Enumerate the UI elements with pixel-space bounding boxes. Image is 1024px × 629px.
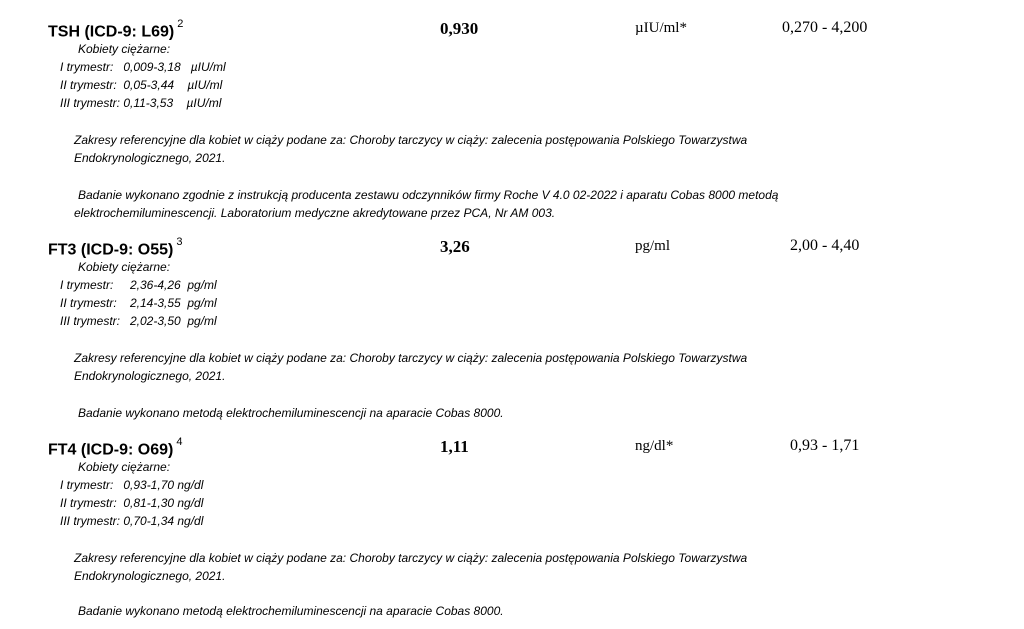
reference-note-ft4-line2: Endokrynologicznego, 2021. bbox=[74, 569, 226, 583]
trimester-3-ft4: III trymestr: 0,70-1,34 ng/dl bbox=[60, 514, 204, 528]
test-name-ft3 bbox=[48, 236, 182, 259]
pregnancy-header-ft4: Kobiety ciężarne: bbox=[78, 460, 171, 474]
reference-range-ft3: 2,00 - 4,40 bbox=[790, 237, 860, 254]
test-name-tsh bbox=[48, 18, 183, 41]
pregnancy-header-ft3: Kobiety ciężarne: bbox=[78, 260, 171, 274]
result-value-tsh: 0,930 bbox=[440, 19, 479, 38]
trimester-2-tsh: II trymestr: 0,05-3,44 µIU/ml bbox=[60, 78, 223, 92]
trimester-3-ft3: III trymestr: 2,02-3,50 pg/ml bbox=[60, 314, 217, 328]
result-value-ft4: 1,11 bbox=[440, 437, 469, 456]
trimester-1-ft4: I trymestr: 0,93-1,70 ng/dl bbox=[60, 478, 204, 492]
method-note-ft4: Badanie wykonano metodą elektrochemiluminescencji na aparacie Cobas 8000. bbox=[78, 604, 504, 618]
reference-note-ft3-line1: Zakresy referencyjne dla kobiet w ciąży podane za: Choroby tarczycy w ciąży: zalecenia postępowania Polskiego Towarzystwa bbox=[74, 351, 748, 365]
reference-note-tsh-line2: Endokrynologicznego, 2021. bbox=[74, 151, 226, 165]
trimester-3-tsh: III trymestr: 0,11-3,53 µIU/ml bbox=[60, 96, 222, 110]
trimester-1-tsh: I trymestr: 0,009-3,18 µIU/ml bbox=[60, 60, 226, 74]
reference-note-ft4-line1: Zakresy referencyjne dla kobiet w ciąży podane za: Choroby tarczycy w ciąży: zalecenia postępowania Polskiego Towarzystwa bbox=[74, 551, 748, 565]
test-name-ft4 bbox=[48, 436, 182, 459]
result-value-ft3: 3,26 bbox=[440, 237, 470, 256]
method-note-tsh-line2: elektrochemiluminescencji. Laboratorium medyczne akredytowane przez PCA, Nr AM 003. bbox=[74, 206, 556, 220]
trimester-2-ft3: II trymestr: 2,14-3,55 pg/ml bbox=[60, 296, 217, 310]
trimester-2-ft4: II trymestr: 0,81-1,30 ng/dl bbox=[60, 496, 204, 510]
test-name-label: FT4 (ICD-9: O69) bbox=[48, 441, 174, 459]
unit-ft3: pg/ml bbox=[635, 238, 671, 254]
footnote-marker: 2 bbox=[177, 18, 184, 30]
method-note-tsh-line1: Badanie wykonano zgodnie z instrukcją producenta zestawu odczynników firmy Roche V 4.0 02-2022 i aparatu Cobas 8000 metodą bbox=[78, 188, 779, 202]
test-name-label: TSH (ICD-9: L69) bbox=[48, 23, 175, 41]
pregnancy-header-tsh: Kobiety ciężarne: bbox=[78, 42, 171, 56]
unit-tsh: µIU/ml* bbox=[635, 20, 687, 36]
test-name-label: FT3 (ICD-9: O55) bbox=[48, 241, 174, 259]
reference-range-tsh: 0,270 - 4,200 bbox=[782, 19, 868, 36]
footnote-marker: 3 bbox=[176, 236, 183, 248]
trimester-1-ft3: I trymestr: 2,36-4,26 pg/ml bbox=[60, 278, 217, 292]
method-note-ft3: Badanie wykonano metodą elektrochemiluminescencji na aparacie Cobas 8000. bbox=[78, 406, 504, 420]
unit-ft4: ng/dl* bbox=[635, 438, 674, 454]
reference-note-tsh-line1: Zakresy referencyjne dla kobiet w ciąży podane za: Choroby tarczycy w ciąży: zalecenia postępowania Polskiego Towarzystwa bbox=[74, 133, 748, 147]
footnote-marker: 4 bbox=[176, 436, 183, 448]
reference-note-ft3-line2: Endokrynologicznego, 2021. bbox=[74, 369, 226, 383]
reference-range-ft4: 0,93 - 1,71 bbox=[790, 437, 860, 454]
